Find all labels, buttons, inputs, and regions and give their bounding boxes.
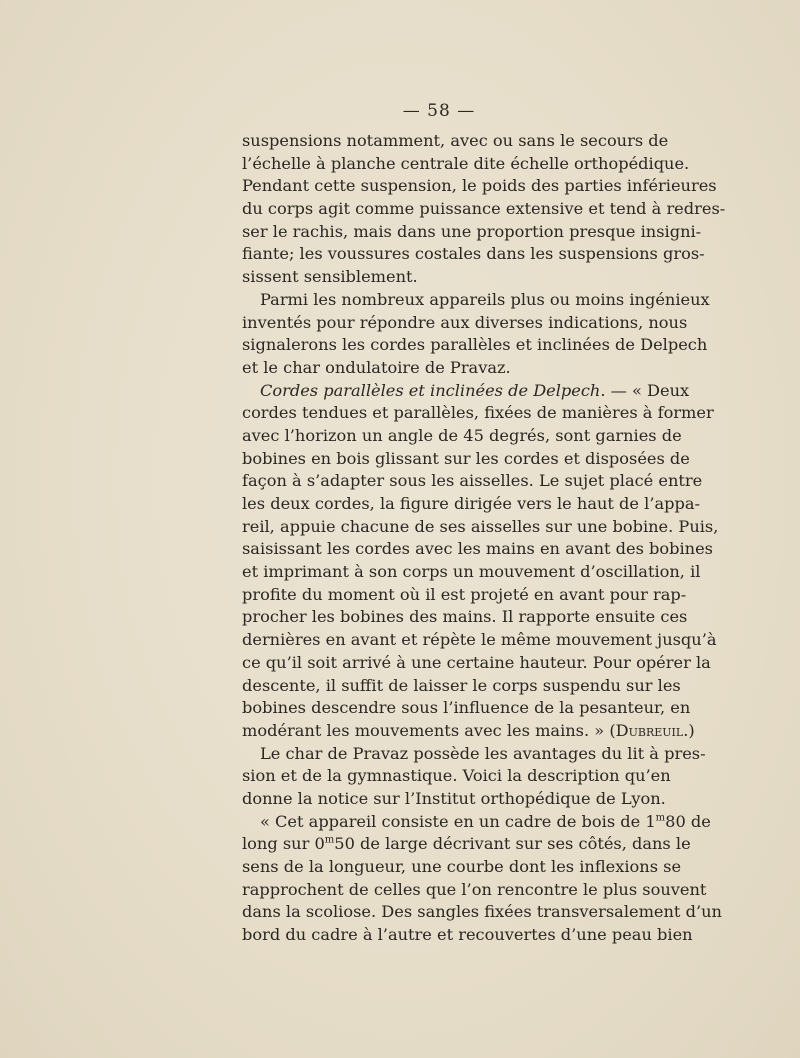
line-text: ser le rachis, mais dans une proportion presque insigni-	[242, 221, 702, 241]
text-line	[242, 561, 701, 584]
unit-superscript: m	[655, 812, 666, 824]
text-line	[242, 493, 700, 516]
author-citation: Dubreuil.	[615, 720, 689, 740]
line-text: suspensions notamment, avec ou sans le secours de	[242, 131, 669, 150]
line-text: profite du moment où il est projeté en avant pour rap-	[242, 584, 687, 604]
line-text: bobines descendre sous l’influence de la pesanteur, en	[242, 698, 691, 718]
line-text: bobines en bois glissant sur les cordes et disposées de	[242, 448, 690, 468]
line-text: dans la scoliose. Des sangles fixées transversalement d’un	[242, 902, 722, 922]
text-line	[242, 448, 690, 471]
line-text: ce qu’il soit arrivé à une certaine hauteur. Pour opérer la	[242, 652, 711, 672]
text-line	[242, 675, 681, 698]
text-line	[242, 743, 706, 766]
page-number: — 58 —	[402, 101, 476, 121]
text-line	[242, 856, 682, 879]
line-text: l’échelle à planche centrale dite échelle orthopédique.	[242, 153, 690, 173]
line-text: inventés pour répondre aux diverses indications, nous	[242, 312, 688, 332]
text-line	[242, 606, 688, 629]
text-line	[242, 765, 671, 788]
unit-superscript: m	[324, 834, 335, 846]
line-text: et le char ondulatoire de Pravaz.	[242, 357, 511, 377]
text-line	[242, 538, 713, 561]
text-line	[242, 516, 719, 539]
line-text: modérant les mouvements avec les mains. » (	[242, 720, 616, 740]
text-line	[242, 811, 711, 834]
line-text: fiante; les voussures costales dans les suspensions gros-	[242, 244, 705, 264]
text-line	[242, 652, 711, 675]
line-text: avec l’horizon un angle de 45 degrés, sont garnies de	[242, 425, 682, 445]
text-line	[242, 584, 687, 607]
text-line	[242, 788, 666, 811]
line-text: les deux cordes, la figure dirigée vers le haut de l’appa-	[242, 494, 700, 513]
line-text: bord du cadre à l’autre et recouvertes d’une peau bien	[242, 925, 693, 945]
text-line	[242, 380, 690, 403]
text-line	[242, 901, 722, 924]
body-text	[242, 130, 726, 947]
line-text: rapprochent de celles que l’on rencontre le plus souvent	[242, 879, 707, 899]
text-line	[242, 833, 691, 856]
line-text: sissent sensiblement.	[242, 267, 418, 287]
line-text-continued: 80 de	[665, 811, 711, 831]
text-line	[242, 879, 707, 902]
text-line	[242, 221, 702, 244]
line-text: donne la notice sur l’Institut orthopédique de Lyon.	[242, 788, 666, 808]
text-line	[242, 470, 703, 493]
text-line	[242, 629, 717, 652]
line-text: Parmi les nombreux appareils plus ou moins ingénieux	[260, 289, 710, 309]
text-line	[242, 425, 682, 448]
line-text: Pendant cette suspension, le poids des parties inférieures	[242, 176, 717, 196]
text-line	[242, 175, 717, 198]
line-text: « Cet appareil consiste en un cadre de bois de 1	[260, 811, 656, 831]
text-line	[242, 266, 630, 289]
text-line	[242, 697, 691, 720]
text-line	[242, 198, 726, 221]
text-line	[242, 243, 705, 266]
line-text: sion et de la gymnastique. Voici la description qu’en	[242, 766, 671, 786]
text-line	[242, 334, 708, 357]
text-line	[242, 924, 693, 947]
closing-paren: )	[688, 720, 695, 740]
line-text: descente, il suffit de laisser le corps suspendu sur les	[242, 675, 681, 695]
text-line	[242, 153, 690, 176]
line-text: — « Deux	[605, 380, 690, 400]
line-text-continued: 50 de large décrivant sur ses côtés, dans le	[334, 834, 691, 854]
line-text: Le char de Pravaz possède les avantages du lit à pres-	[260, 743, 706, 763]
text-line	[242, 289, 710, 312]
text-line	[242, 720, 695, 743]
line-text: façon à s’adapter sous les aisselles. Le sujet placé entre	[242, 471, 703, 491]
line-text: dernières en avant et répète le même mouvement jusqu’à	[242, 630, 717, 650]
text-line	[242, 357, 630, 380]
text-line	[242, 130, 669, 153]
line-text: signalerons les cordes parallèles et inclinées de Delpech	[242, 335, 708, 355]
text-line	[242, 402, 714, 425]
italic-heading: Cordes parallèles et inclinées de Delpech.	[260, 380, 606, 400]
text-line	[242, 312, 688, 335]
line-text: du corps agit comme puissance extensive et tend à redres-	[242, 199, 726, 219]
line-text: sens de la longueur, une courbe dont les inflexions se	[242, 857, 682, 876]
line-text: procher les bobines des mains. Il rapporte ensuite ces	[242, 607, 688, 627]
line-text: saisissant les cordes avec les mains en avant des bobines	[242, 539, 713, 559]
line-text: long sur 0	[242, 834, 325, 854]
line-text: et imprimant à son corps un mouvement d’oscillation, il	[242, 562, 701, 582]
line-text: reil, appuie chacune de ses aisselles sur une bobine. Puis,	[242, 516, 719, 536]
line-text: cordes tendues et parallèles, fixées de manières à former	[242, 403, 714, 423]
